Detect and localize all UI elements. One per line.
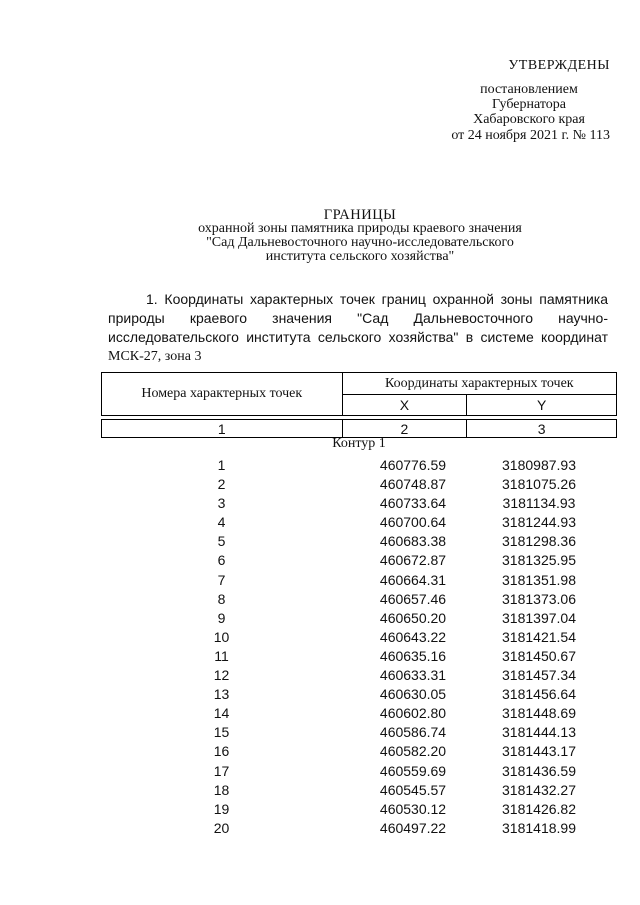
coordinate-x: 460530.12 <box>379 800 447 817</box>
coordinate-y: 3181244.93 <box>502 514 576 531</box>
point-number: 9 <box>217 609 226 626</box>
approval-line-3: Хабаровского края <box>473 112 585 127</box>
table-row <box>101 819 617 838</box>
coordinate-y: 3181444.13 <box>502 724 576 741</box>
coordinate-x: 460643.22 <box>379 628 447 645</box>
table-row <box>101 647 617 666</box>
coordinate-x: 460657.46 <box>379 590 447 607</box>
point-number: 15 <box>213 724 230 741</box>
table-row <box>101 456 617 475</box>
point-number: 7 <box>217 571 226 588</box>
paragraph-line-4: МСК-27, зона 3 <box>108 349 202 364</box>
coordinate-x: 460733.64 <box>379 495 447 512</box>
table-row <box>101 781 617 800</box>
title-line-3: института сельского хозяйства" <box>265 249 455 264</box>
paragraph-line-1: 1. Координаты характерных точек границ охранной зоны памятника <box>146 291 608 307</box>
table-row <box>101 494 617 513</box>
point-number: 18 <box>213 781 230 798</box>
coordinate-x: 460586.74 <box>379 724 447 741</box>
coordinate-y: 3181298.36 <box>502 533 576 550</box>
coordinate-x: 460559.69 <box>379 762 447 779</box>
coordinates-table-header <box>101 372 617 438</box>
table-row <box>101 742 617 761</box>
approval-line-1: постановлением <box>480 82 578 97</box>
intro-paragraph <box>108 290 608 366</box>
point-number: 6 <box>217 552 226 569</box>
point-number: 20 <box>213 819 230 836</box>
table-row <box>101 762 617 781</box>
coordinate-x: 460635.16 <box>379 647 447 664</box>
coordinate-x: 460650.20 <box>379 609 447 626</box>
title-main: ГРАНИЦЫ <box>323 207 397 223</box>
coordinate-y: 3181351.98 <box>502 571 576 588</box>
coordinate-y: 3181456.64 <box>502 686 576 703</box>
coordinate-y: 3181075.26 <box>502 476 576 493</box>
coordinate-y: 3181397.04 <box>502 609 576 626</box>
coordinate-x: 460630.05 <box>379 686 447 703</box>
coordinate-y: 3181134.93 <box>502 495 576 512</box>
table-row <box>101 628 617 647</box>
coordinate-x: 460683.38 <box>379 533 447 550</box>
table-row <box>101 551 617 570</box>
coordinate-x: 460672.87 <box>379 552 447 569</box>
table-row <box>101 532 617 551</box>
coordinate-y: 3181432.27 <box>502 781 576 798</box>
coordinate-x: 460633.31 <box>379 667 447 684</box>
coordinate-x: 460664.31 <box>379 571 447 588</box>
column-number-2: 2 <box>342 420 467 438</box>
title-line-2: "Сад Дальневосточного научно-исследовательского <box>206 235 514 250</box>
table-row <box>101 723 617 742</box>
document-title <box>0 208 640 264</box>
column-number-3: 3 <box>467 420 617 438</box>
header-points: Номера характерных точек <box>102 373 343 416</box>
header-x: X <box>342 395 467 416</box>
table-row <box>101 666 617 685</box>
title-line-1: охранной зоны памятника природы краевого значения <box>198 221 522 236</box>
coordinate-y: 3181426.82 <box>502 800 576 817</box>
coordinate-y: 3181457.34 <box>502 667 576 684</box>
point-number: 5 <box>217 533 226 550</box>
coordinate-x: 460748.87 <box>379 476 447 493</box>
point-number: 1 <box>217 457 226 473</box>
point-number: 14 <box>213 705 230 722</box>
point-number: 4 <box>217 514 226 531</box>
coordinate-y: 3181418.99 <box>502 819 576 836</box>
header-y: Y <box>467 395 617 416</box>
table-row <box>101 609 617 628</box>
point-number: 8 <box>217 590 226 607</box>
paragraph-line-3: исследовательского института сельского хозяйства" в системе координат <box>108 329 608 345</box>
point-number: 16 <box>213 743 230 760</box>
table-row <box>101 685 617 704</box>
coordinate-x: 460776.59 <box>379 457 447 473</box>
coordinate-y: 3181450.67 <box>502 647 576 664</box>
column-number-1: 1 <box>102 420 343 438</box>
coordinate-y: 3181373.06 <box>502 590 576 607</box>
coordinate-x: 460700.64 <box>379 514 447 531</box>
coordinate-x: 460497.22 <box>379 819 447 836</box>
table-row <box>101 704 617 723</box>
table-row <box>101 513 617 532</box>
approval-heading: УТВЕРЖДЕНЫ <box>508 58 610 73</box>
point-number: 2 <box>217 476 226 493</box>
table-row <box>101 590 617 609</box>
table-row <box>101 800 617 819</box>
table-row <box>101 475 617 494</box>
point-number: 11 <box>214 647 229 664</box>
point-number: 12 <box>213 667 230 684</box>
point-number: 19 <box>213 800 230 817</box>
coordinates-rows <box>101 456 617 838</box>
header-coordinates: Координаты характерных точек <box>342 373 616 395</box>
contour-label: Контур 1 <box>332 436 386 451</box>
table-row <box>101 571 617 590</box>
coordinate-y: 3181421.54 <box>502 628 576 645</box>
paragraph-line-2: природы краевого значения "Сад Дальневосточного научно- <box>108 310 608 326</box>
coordinate-y: 3180987.93 <box>502 457 576 473</box>
coordinate-x: 460545.57 <box>379 781 447 798</box>
coordinate-y: 3181325.95 <box>502 552 576 569</box>
coordinate-y: 3181448.69 <box>502 705 576 722</box>
approval-block <box>420 58 620 143</box>
coordinate-y: 3181443.17 <box>502 743 576 760</box>
coordinate-y: 3181436.59 <box>502 762 576 779</box>
approval-date: от 24 ноября 2021 г. № 113 <box>451 128 610 143</box>
approval-line-2: Губернатора <box>491 97 567 112</box>
coordinate-x: 460582.20 <box>379 743 447 760</box>
point-number: 3 <box>217 495 226 512</box>
coordinate-x: 460602.80 <box>379 705 447 722</box>
point-number: 13 <box>213 686 230 703</box>
point-number: 17 <box>213 762 230 779</box>
point-number: 10 <box>213 628 230 645</box>
